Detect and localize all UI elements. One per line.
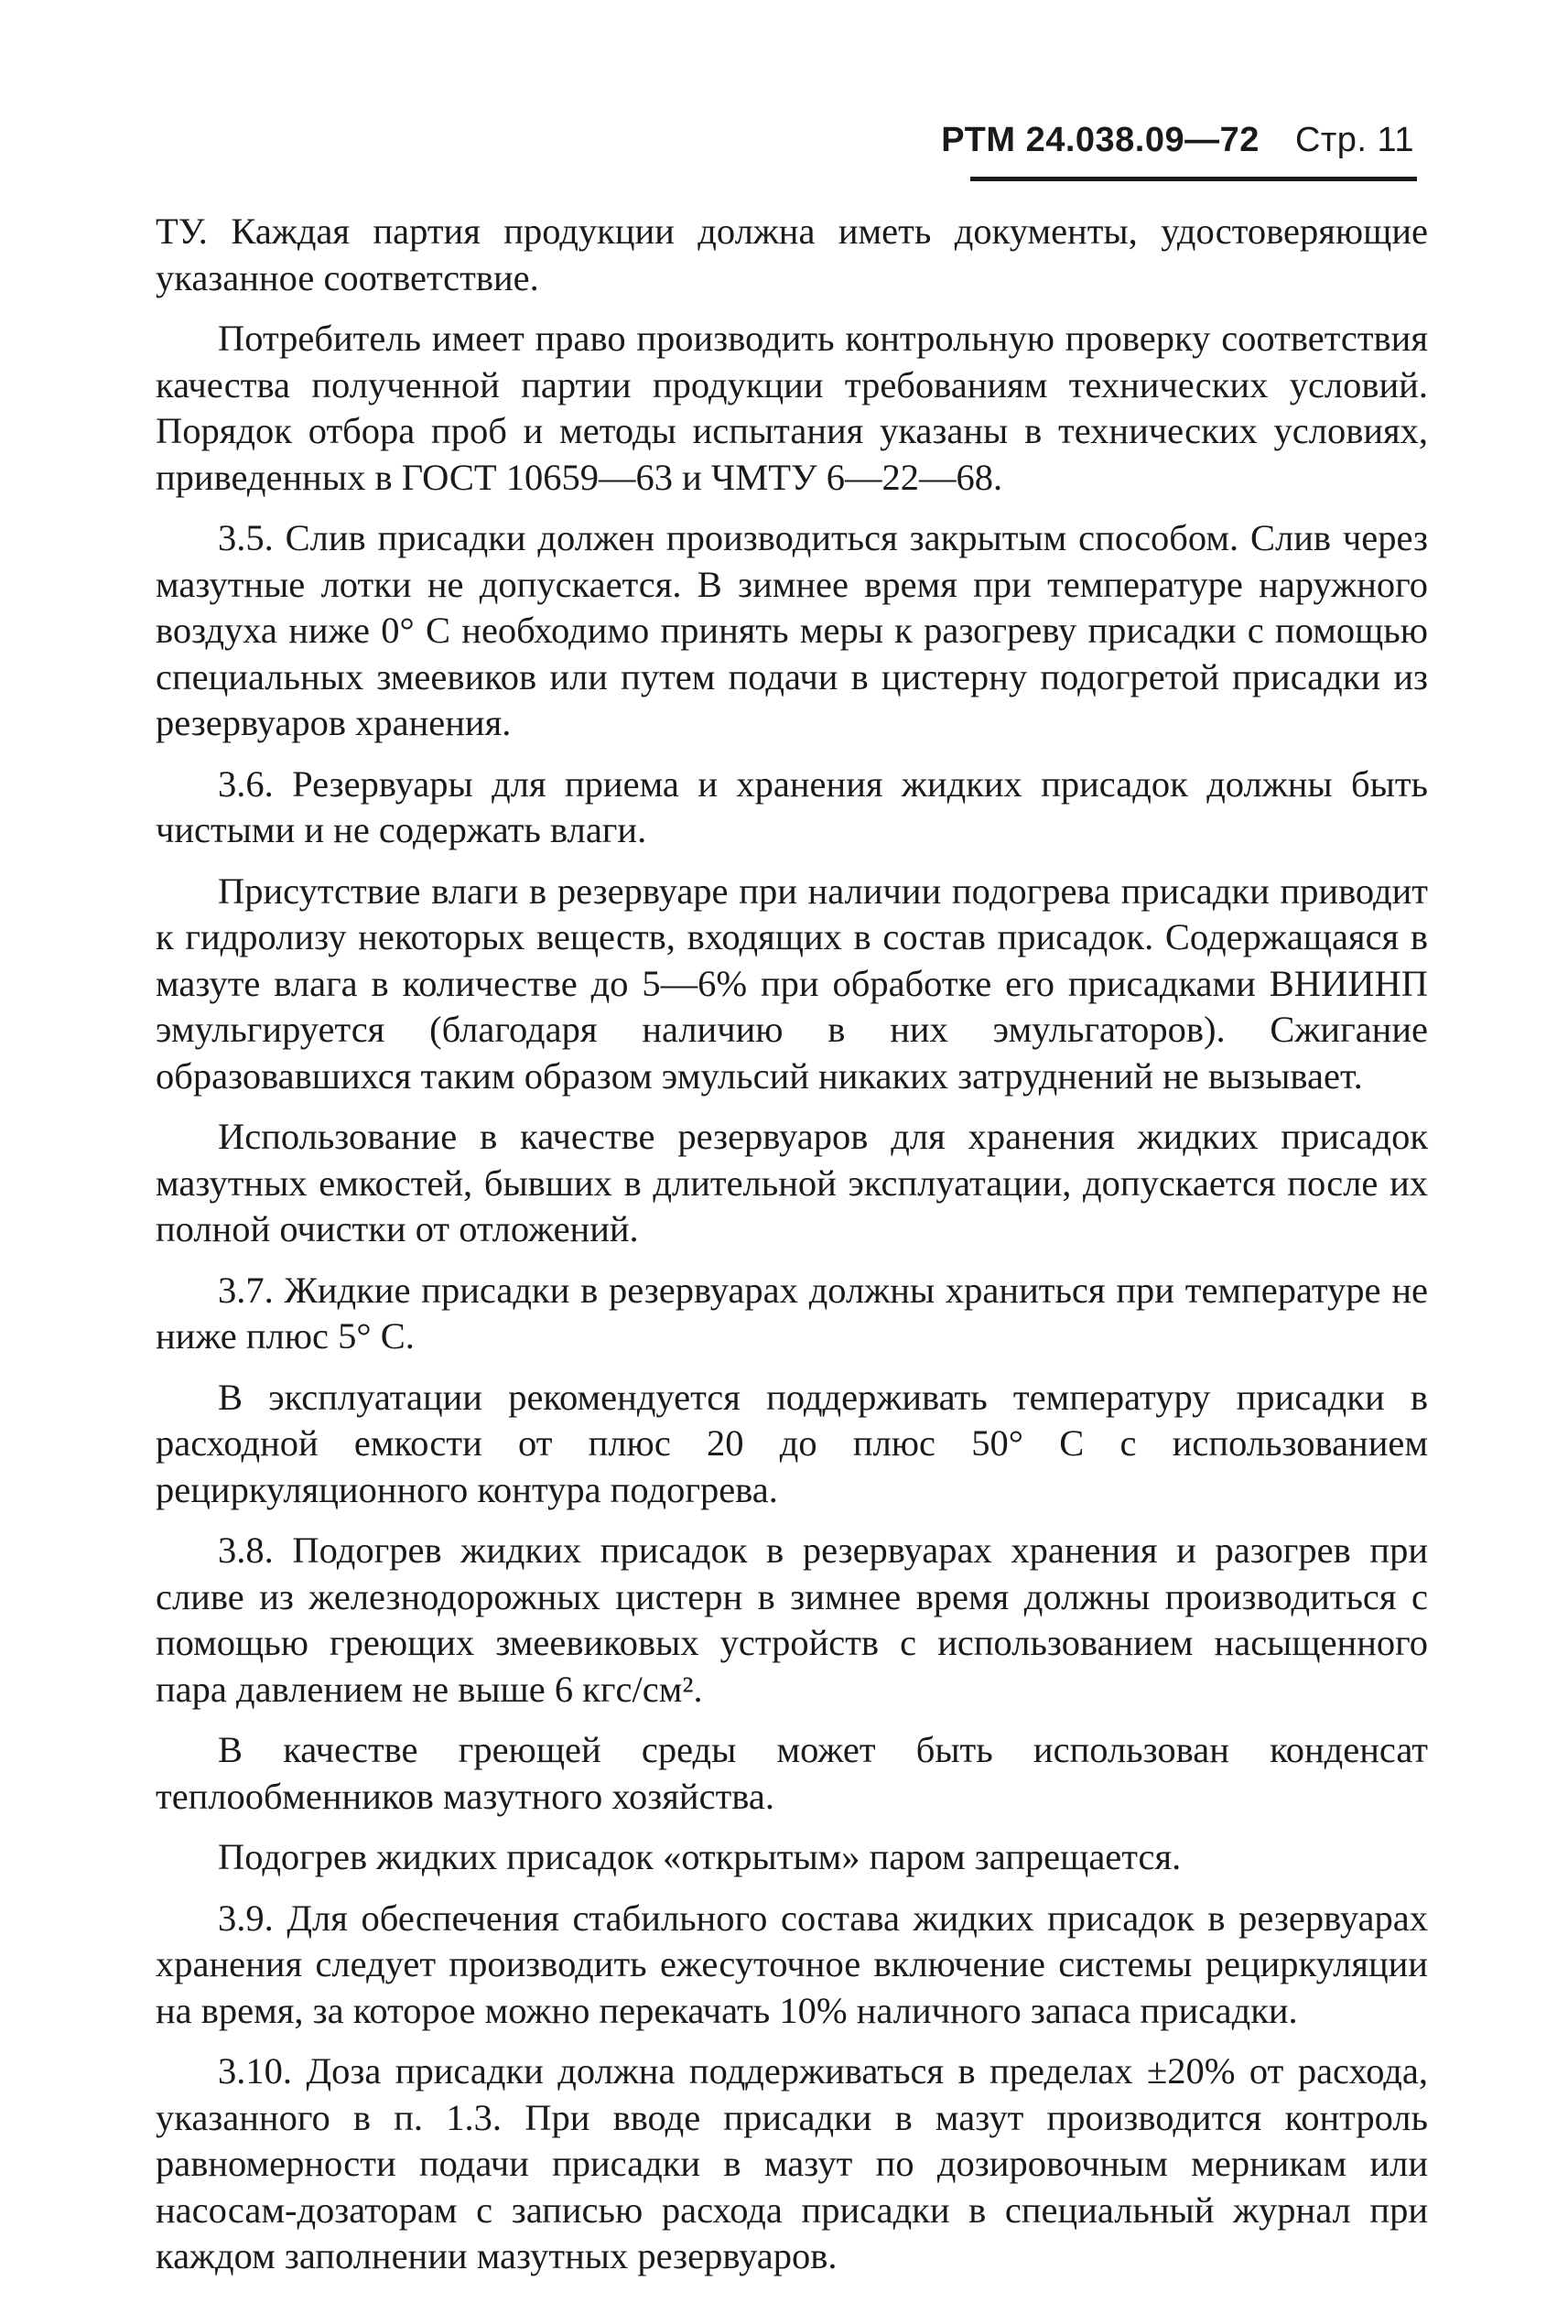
paragraph-3-9: 3.9. Для обеспечения стабильного состава жидких присадок в резервуарах хранения следует производить ежесуточное включение системы рециркуляции на время, за которое можно перекачать 10% наличного запаса присадки. — [156, 1897, 1428, 2031]
paragraph-3-6: 3.6. Резервуары для приема и хранения жидких присадок должны быть чистыми и не содержать влаги. — [156, 762, 1428, 850]
paragraph-3-10: 3.10. Доза присадки должна поддерживаться в пределах ±20% от расхода, указанного в п. 1.3. При вводе присадки в мазут производится контроль равномерности подачи присадки в мазут по дозировочным мерникам или насосам-дозаторам с записью расхода присадки в специальный журнал при каждом заполнении мазутных резервуаров. — [156, 2050, 1428, 2276]
paragraph-consumer-check: Потребитель имеет право производить контрольную проверку соответствия качества полученной партии продукции требованиям технических условий. Порядок отбора проб и методы испытания указаны в технических условиях, приведенных в ГОСТ 10659—63 и ЧМТУ 6—22—68. — [156, 318, 1428, 498]
paragraph-heating-medium: В качестве греющей среды может быть использован конденсат теплообменников мазутного хозяйства. — [156, 1729, 1428, 1817]
paragraph-3-5: 3.5. Слив присадки должен производиться закрытым способом. Слив через мазутные лотки не допускается. В зимнее время при температуре наружного воздуха ниже 0° С необходимо принять меры к разогреву присадки с помощью специальных змеевиков или путем подачи в цистерну подогретой присадки из резервуаров хранения. — [156, 517, 1428, 743]
page-number: Стр. 11 — [1294, 121, 1414, 159]
paragraph-open-steam: Подогрев жидких присадок «открытым» паром запрещается. — [218, 1836, 1182, 1877]
paragraph-3-7: 3.7. Жидкие присадки в резервуарах должны храниться при температуре не ниже плюс 5° С. — [156, 1269, 1428, 1357]
page-header — [941, 121, 1414, 160]
paragraph-operation-temp: В эксплуатации рекомендуется поддерживать температуру присадки в расходной емкости от плюс 20 до плюс 50° С с использованием рециркуляционного контура подогрева. — [156, 1376, 1428, 1510]
paragraph-tank-use: Использование в качестве резервуаров для хранения жидких присадок мазутных емкостей, бывших в длительной эксплуатации, допускается после их полной очистки от отложений. — [156, 1116, 1428, 1249]
document-body — [156, 209, 1428, 2280]
paragraph-moisture: Присутствие влаги в резервуаре при наличии подогрева присадки приводит к гидролизу некоторых веществ, входящих в состав присадок. Содержащаяся в мазуте влага в количестве до 5—6% при обработке его присадками ВНИИНП эмульгируется (благодаря наличию в них эмульгаторов). Сжигание образовавшихся таким образом эмульсий никаких затруднений не вызывает. — [156, 870, 1428, 1097]
paragraph-3-8: 3.8. Подогрев жидких присадок в резервуарах хранения и разогрев при сливе из железнодорожных цистерн в зимнее время должны производиться с помощью греющих змеевиковых устройств с использованием насыщенного пара давлением не выше 6 кгс/см². — [156, 1530, 1428, 1710]
paragraph-continuation: ТУ. Каждая партия продукции должна иметь документы, удостоверяющие указанное соответствие. — [156, 211, 1428, 298]
document-code: РТМ 24.038.09—72 — [941, 121, 1260, 159]
header-rule — [970, 177, 1417, 181]
